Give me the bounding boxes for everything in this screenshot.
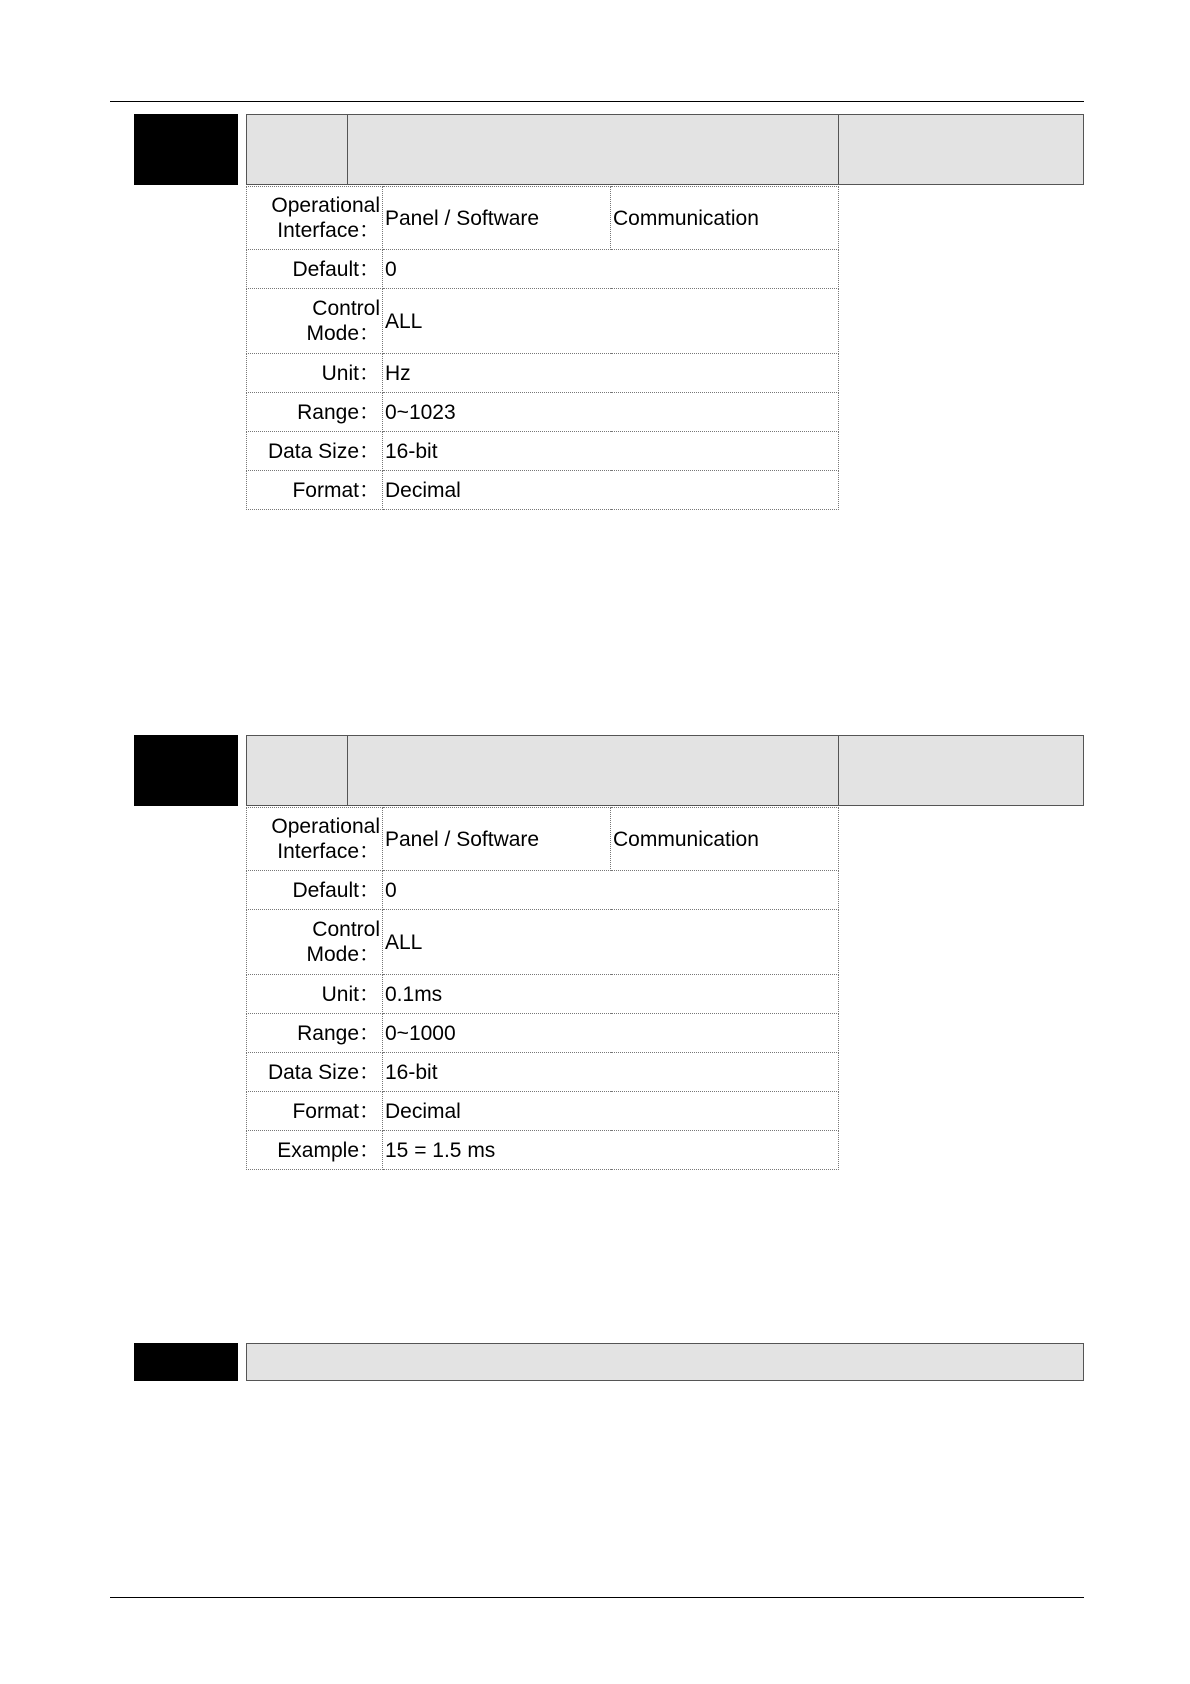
header-cell-address [247,115,348,184]
row-value: ALL [383,289,839,354]
parameter-code-box [134,114,238,185]
row-label: Format： [247,1092,383,1131]
row-label: Control Mode： [247,289,383,354]
row-label: Range： [247,1014,383,1053]
table-row [247,250,839,289]
top-rule [110,101,1084,102]
parameter-code-box [134,735,238,806]
row-label: Data Size： [247,1053,383,1092]
table-row [247,289,839,354]
row-value: Decimal [383,1092,839,1131]
row-label: Format： [247,471,383,510]
bottom-rule [110,1597,1084,1598]
table-row [247,1131,839,1170]
table-row [247,187,839,250]
header-cell-address [247,736,348,805]
row-label: Unit： [247,975,383,1014]
row-label: Default： [247,871,383,910]
parameter-header [246,114,1084,185]
table-row [247,871,839,910]
interface-label: Operational Interface： [247,187,383,250]
communication-value: Communication [611,187,839,250]
parameter-table [246,807,839,1170]
row-value: Hz [383,354,839,393]
header-cell-name [347,115,839,184]
header-cell-ref [838,115,1083,184]
parameter-code-box [134,1343,238,1381]
panel-software-value: Panel / Software [383,187,611,250]
table-row [247,354,839,393]
row-value: ALL [383,910,839,975]
table-row [247,975,839,1014]
interface-label: Operational Interface： [247,808,383,871]
parameter-header [246,1343,1084,1381]
parameter-header [246,735,1084,806]
row-value: 0 [383,250,839,289]
row-label: Example： [247,1131,383,1170]
row-label: Unit： [247,354,383,393]
table-row [247,1092,839,1131]
table-row [247,808,839,871]
communication-value: Communication [611,808,839,871]
table-row [247,910,839,975]
row-value: 16-bit [383,432,839,471]
row-value: 0 [383,871,839,910]
table-row [247,471,839,510]
row-label: Control Mode： [247,910,383,975]
row-label: Default： [247,250,383,289]
row-value: 15 = 1.5 ms [383,1131,839,1170]
parameter-table [246,186,839,510]
row-value: Decimal [383,471,839,510]
table-row [247,432,839,471]
header-cell-name [347,736,839,805]
row-label: Data Size： [247,432,383,471]
row-value: 0.1ms [383,975,839,1014]
header-cell-ref [838,736,1083,805]
row-value: 16-bit [383,1053,839,1092]
panel-software-value: Panel / Software [383,808,611,871]
table-row [247,393,839,432]
row-value: 0~1023 [383,393,839,432]
table-row [247,1014,839,1053]
row-value: 0~1000 [383,1014,839,1053]
row-label: Range： [247,393,383,432]
table-row [247,1053,839,1092]
